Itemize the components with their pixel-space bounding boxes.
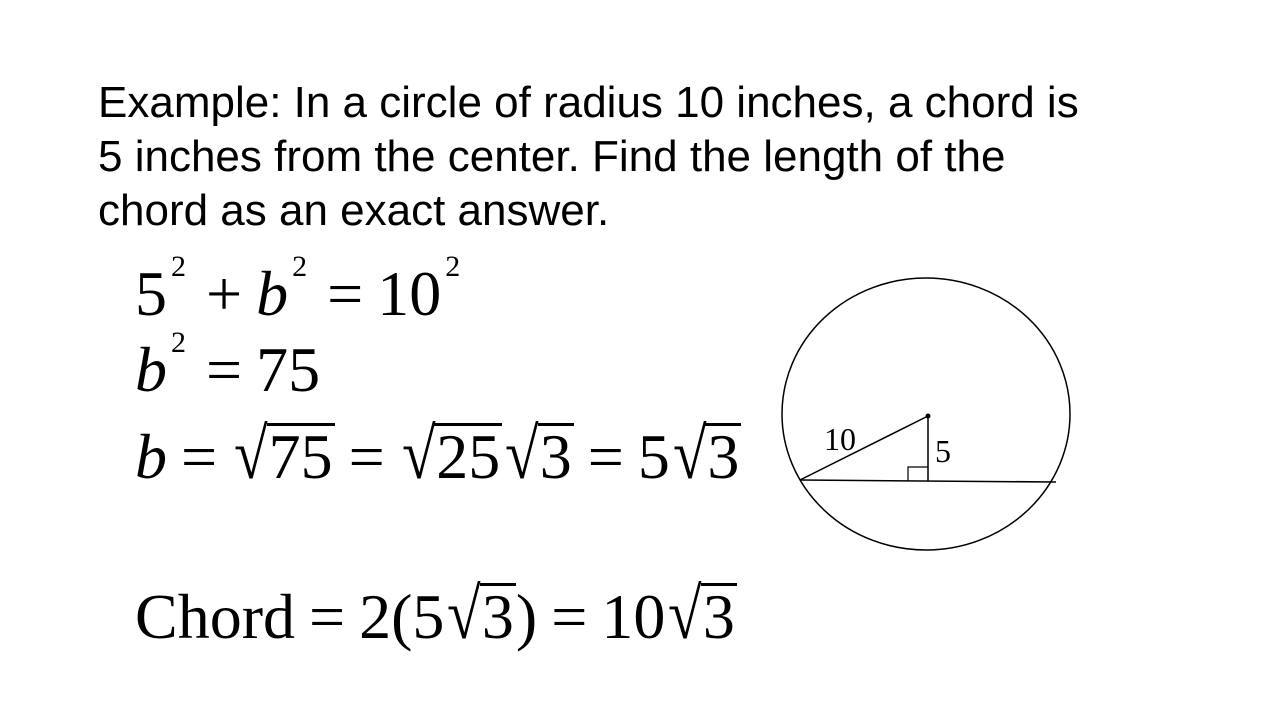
- sqrt-75: [231, 414, 335, 494]
- equals-sign: =: [206, 334, 243, 405]
- radical-icon: √: [668, 574, 702, 654]
- term-a: 5: [135, 258, 167, 329]
- term-b: b: [135, 421, 167, 492]
- coefficient: 5: [637, 421, 670, 492]
- equals-sign: =: [587, 421, 624, 492]
- circle: [782, 278, 1070, 550]
- radical-icon: √: [672, 414, 707, 494]
- sqrt-3: [444, 574, 516, 654]
- problem-line-2: 5 inches from the center. Find the length of the: [98, 132, 1006, 181]
- value-75: 75: [256, 334, 321, 405]
- radicand: 3: [707, 421, 740, 492]
- equation-b-root: [135, 414, 741, 494]
- circle-diagram: [760, 260, 1080, 570]
- chord-label: Chord: [135, 581, 295, 652]
- problem-line-3: chord as an exact answer.: [98, 186, 610, 235]
- hypotenuse-label: 10: [824, 421, 856, 457]
- equals-sign: =: [348, 421, 385, 492]
- term-c: 10: [377, 258, 442, 329]
- problem-statement: [98, 76, 1218, 238]
- term-b: b: [135, 334, 167, 405]
- coefficient: 10: [601, 581, 666, 652]
- radical-icon: √: [505, 414, 539, 494]
- exponent-b: 2: [171, 326, 186, 359]
- term-b: b: [256, 258, 289, 329]
- equation-b-squared: [135, 326, 321, 405]
- sqrt-25: [399, 414, 503, 494]
- radicand: 25: [436, 421, 501, 492]
- plus-sign: +: [206, 258, 243, 329]
- equation-chord: [135, 574, 737, 654]
- equals-sign: =: [551, 581, 588, 652]
- sqrt-3: [670, 414, 742, 494]
- exponent-c: 2: [445, 250, 461, 283]
- lead-term: 2(5: [359, 581, 445, 652]
- radius-line: [800, 416, 928, 480]
- radicand: 75: [268, 421, 333, 492]
- equation-pythagorean: [135, 250, 466, 329]
- leg-label: 5: [935, 433, 951, 469]
- radical-icon: √: [234, 414, 268, 494]
- radicand: 3: [481, 581, 514, 652]
- equals-sign: =: [181, 421, 218, 492]
- exponent-a: 2: [171, 250, 186, 283]
- exponent-b: 2: [292, 250, 308, 283]
- radical-icon: √: [401, 414, 436, 494]
- equals-sign: =: [327, 258, 364, 329]
- sqrt-3: [502, 414, 574, 494]
- radical-icon: √: [447, 574, 481, 654]
- close-paren: ): [515, 581, 538, 652]
- problem-line-1: Example: In a circle of radius 10 inches, a chord is: [98, 78, 1079, 127]
- radicand: 3: [702, 581, 735, 652]
- sqrt-3: [665, 574, 737, 654]
- radicand: 3: [539, 421, 572, 492]
- center-point: [926, 414, 931, 419]
- equals-sign: =: [309, 581, 346, 652]
- right-angle-marker: [908, 467, 928, 481]
